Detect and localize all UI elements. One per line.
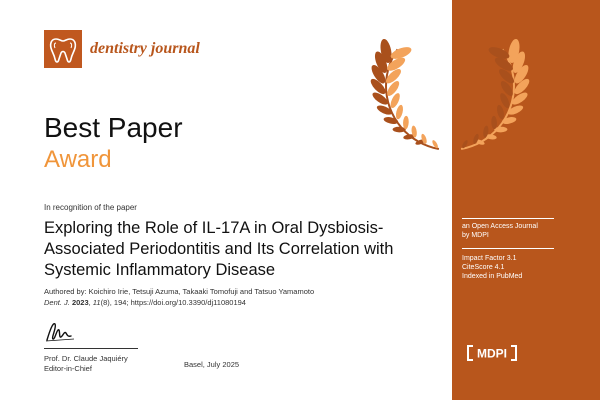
place-date: Basel, July 2025 <box>184 360 240 369</box>
citation-year: 2023 <box>71 298 89 307</box>
mdpi-logo-icon <box>464 343 520 363</box>
signature-line <box>44 348 138 349</box>
indexed-in: Indexed in PubMed <box>462 273 523 280</box>
citation-volume: 11 <box>92 298 101 307</box>
editor-role: Editor-in-Chief <box>44 364 92 373</box>
laurel-wreath-icon <box>355 14 545 189</box>
journal-name: dentistry journal <box>90 40 200 57</box>
access-line-1: an Open Access Journal <box>462 223 538 230</box>
citescore: CiteScore 4.1 <box>462 264 505 271</box>
award-subtitle: Award <box>44 146 112 173</box>
divider-top <box>462 218 554 219</box>
tooth-icon <box>44 30 82 68</box>
editor-name: Prof. Dr. Claude Jaquiéry <box>44 354 128 363</box>
recognition-text: In recognition of the paper <box>44 203 137 212</box>
wreath-leaf <box>491 116 497 130</box>
citation: Dent. J. 2023, 11(8), 194; https://doi.org/10.3390/dj11080194 <box>44 298 246 307</box>
wreath-leaf <box>403 116 409 130</box>
signature-icon <box>44 318 78 344</box>
citation-journal: Dent. J. <box>44 298 70 307</box>
mdpi-logo-text: MDPI <box>477 346 507 361</box>
wreath-leaf <box>395 104 405 120</box>
authors: Authored by: Koichiro Irie, Tetsuji Azuma, Takaaki Tomofuji and Tatsuo Yamamoto <box>44 287 315 296</box>
award-title: Best Paper <box>44 112 183 143</box>
citation-rest: (8), 194; https://doi.org/10.3390/dj11080194 <box>100 298 246 307</box>
impact-factor: Impact Factor 3.1 <box>462 255 517 262</box>
wreath-leaf <box>496 104 506 120</box>
paper-title: Exploring the Role of IL-17A in Oral Dysbiosis-Associated Periodontitis and Its Correlation with Systemic Inflammatory Disease <box>44 219 394 279</box>
divider-bottom <box>462 248 554 249</box>
access-line-2: by MDPI <box>462 232 489 239</box>
